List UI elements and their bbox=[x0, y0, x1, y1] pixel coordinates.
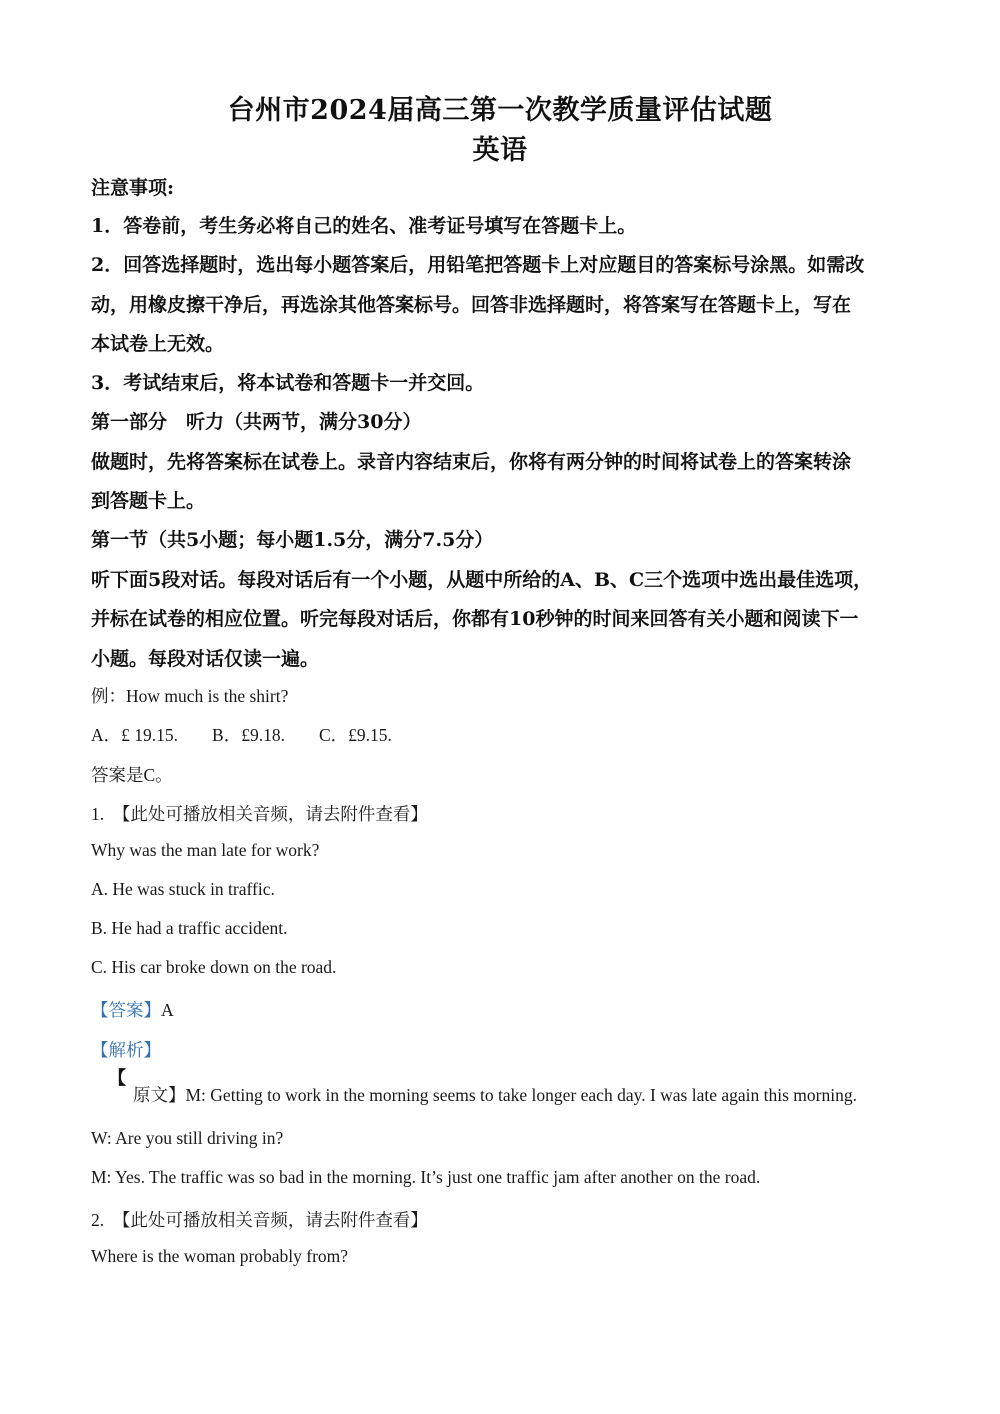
q2-question: Where is the woman probably from? bbox=[91, 1246, 349, 1266]
section1-heading: 第一节（共5小题；每小题1.5分，满分7.5分） bbox=[91, 529, 494, 551]
notice-item-3: 3．考试结束后，将本试卷和答题卡一并交回。 bbox=[91, 372, 485, 394]
example-option-c: C．£9.15. bbox=[318, 725, 392, 745]
q1-question: Why was the man late for work? bbox=[91, 840, 320, 860]
notice-item-2-line-2: 动，用橡皮擦干净后，再选涂其他答案标号。回答非选择题时，将答案写在答题卡上，写在 bbox=[91, 294, 852, 316]
q1-audio-note: 1. 【此处可播放相关音频，请去附件查看】 bbox=[91, 804, 428, 824]
analysis-label: 【解析】 bbox=[91, 1040, 161, 1060]
section1-instruction-line-1: 听下面5段对话。每段对话后有一个小题，从题中所给的A、B、C三个选项中选出最佳选项， bbox=[91, 569, 873, 591]
notice-item-2-line-1: 2．回答选择题时，选出每小题答案后，用铅笔把答题卡上对应题目的答案标号涂黑。如需改 bbox=[91, 254, 865, 276]
section1-instruction-line-3: 小题。每段对话仅读一遍。 bbox=[91, 648, 320, 670]
exam-subject: 英语 bbox=[472, 135, 528, 166]
answer-label: 【答案】 bbox=[91, 1000, 161, 1020]
q1-transcript-line-2: W: Are you still driving in? bbox=[91, 1128, 284, 1148]
part1-instruction-line-2: 到答题卡上。 bbox=[91, 490, 206, 512]
example-option-b: B．£9.18. bbox=[212, 725, 285, 745]
example-answer: 答案是C。 bbox=[91, 765, 173, 785]
part1-instruction-line-1: 做题时，先将答案标在试卷上。录音内容结束后，你将有两分钟的时间将试卷上的答案转涂 bbox=[91, 451, 852, 473]
q1-option-a: A. He was stuck in traffic. bbox=[91, 879, 275, 899]
notice-heading: 注意事项: bbox=[91, 177, 175, 199]
example-option-a: A．£ 19.15. bbox=[91, 725, 179, 745]
answer-value: A bbox=[161, 1000, 174, 1020]
example-question: 例：How much is the shirt? bbox=[91, 686, 289, 706]
q1-transcript-line-1: 原文】M: Getting to work in the morning seems to take longer each day. I was late again this morning. bbox=[133, 1085, 857, 1105]
q1-option-c: C. His car broke down on the road. bbox=[91, 957, 337, 977]
q1-option-b: B. He had a traffic accident. bbox=[91, 918, 288, 938]
transcript-bracket: 【 bbox=[108, 1068, 126, 1089]
q2-audio-note: 2. 【此处可播放相关音频，请去附件查看】 bbox=[91, 1210, 428, 1230]
example-options bbox=[91, 722, 951, 747]
q1-transcript-line-3: M: Yes. The traffic was so bad in the morning. It’s just one traffic jam after another on the road. bbox=[91, 1167, 761, 1187]
part1-heading: 第一部分 听力（共两节，满分30分） bbox=[91, 411, 422, 433]
section1-instruction-line-2: 并标在试卷的相应位置。听完每段对话后，你都有10秒钟的时间来回答有关小题和阅读下一 bbox=[91, 608, 859, 630]
notice-item-2-line-3: 本试卷上无效。 bbox=[91, 333, 225, 355]
notice-item-1: 1．答卷前，考生务必将自己的姓名、准考证号填写在答题卡上。 bbox=[91, 215, 637, 237]
exam-title: 台州市2024届高三第一次教学质量评估试题 bbox=[227, 95, 773, 126]
q1-answer bbox=[91, 997, 951, 1022]
